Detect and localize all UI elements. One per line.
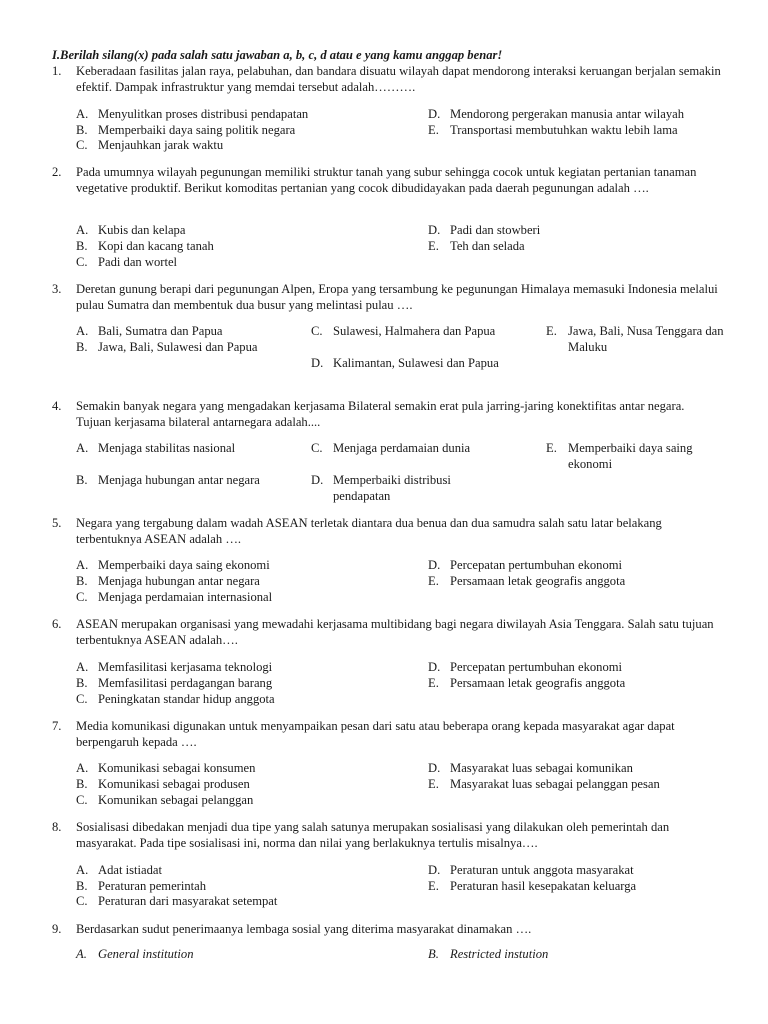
question-number: 1. xyxy=(52,64,62,78)
option-c[interactable] xyxy=(76,691,406,707)
option-text: Komunikasi sebagai konsumen xyxy=(98,761,256,775)
option-text: Memfasilitasi kerjasama teknologi xyxy=(98,660,273,674)
option-letter: E. xyxy=(428,879,439,893)
option-letter: C. xyxy=(76,590,88,604)
question-text: Deretan gunung berapi dari pegunungan Alpen, Eropa yang tersambung ke pegunungan Himalaya memasuki Indonesia melalui pulau Sumatra dan membentuk dua busur yang melintasi pulau …. xyxy=(76,282,718,312)
question-7 xyxy=(52,718,722,750)
option-d[interactable] xyxy=(428,557,728,573)
option-a[interactable] xyxy=(76,862,406,878)
question-8 xyxy=(52,819,722,851)
option-letter: D. xyxy=(428,660,441,674)
option-text: Menjaga perdamaian internasional xyxy=(98,590,273,604)
question-text: ASEAN merupakan organisasi yang mewadahi kerjasama multibidang bagi negara diwilayah Asia Tenggara. Salah satu tujuan terbentuknya ASEAN adalah…. xyxy=(76,617,714,647)
question-1 xyxy=(52,63,722,95)
option-text: Komunikan sebagai pelanggan xyxy=(98,793,254,807)
option-text: Jawa, Bali, Sulawesi dan Papua xyxy=(98,340,258,354)
option-text: Memperbaiki distribusi pendapatan xyxy=(333,473,451,503)
option-e[interactable] xyxy=(428,122,728,138)
option-c[interactable] xyxy=(311,440,496,456)
option-e[interactable] xyxy=(428,573,728,589)
option-text: Menjaga perdamaian dunia xyxy=(333,441,471,455)
option-d[interactable] xyxy=(428,106,728,122)
option-e[interactable] xyxy=(428,776,728,792)
option-text: Kopi dan kacang tanah xyxy=(98,239,214,253)
option-letter: C. xyxy=(76,793,88,807)
option-c[interactable] xyxy=(311,323,511,339)
option-text: Peraturan pemerintah xyxy=(98,879,207,893)
question-number: 8. xyxy=(52,820,62,834)
option-a[interactable] xyxy=(76,440,261,456)
option-letter: D. xyxy=(428,761,441,775)
option-c[interactable] xyxy=(76,792,406,808)
option-text: Masyarakat luas sebagai komunikan xyxy=(450,761,633,775)
option-text: Menjauhkan jarak waktu xyxy=(98,138,224,152)
option-letter: A. xyxy=(76,660,89,674)
option-c[interactable] xyxy=(76,254,406,270)
option-b[interactable] xyxy=(76,675,406,691)
question-6 xyxy=(52,616,722,648)
option-d[interactable] xyxy=(428,760,728,776)
option-letter: D. xyxy=(428,223,441,237)
option-a[interactable] xyxy=(76,760,406,776)
question-text: Keberadaan fasilitas jalan raya, pelabuhan, dan bandara disuatu wilayah dapat mendorong interaksi keruangan berjalan semakin efektif. Dampak infrastruktur yang memdai tersebut adalah………. xyxy=(76,64,721,94)
option-letter: A. xyxy=(76,324,89,338)
option-letter: B. xyxy=(76,777,88,791)
option-text: Transportasi membutuhkan waktu lebih lama xyxy=(450,123,678,137)
option-text: Padi dan stowberi xyxy=(450,223,541,237)
question-number: 9. xyxy=(52,922,62,936)
option-d[interactable] xyxy=(428,659,728,675)
question-number: 3. xyxy=(52,282,62,296)
option-text: Percepatan pertumbuhan ekonomi xyxy=(450,558,623,572)
option-text: Mendorong pergerakan manusia antar wilayah xyxy=(450,107,685,121)
option-letter: D. xyxy=(428,107,441,121)
option-letter: E. xyxy=(428,574,439,588)
question-text: Berdasarkan sudut penerimaanya lembaga sosial yang diterima masyarakat dinamakan …. xyxy=(76,922,532,936)
question-3 xyxy=(52,281,722,313)
option-text: Bali, Sumatra dan Papua xyxy=(98,324,223,338)
option-text: Kalimantan, Sulawesi dan Papua xyxy=(333,356,499,370)
option-c[interactable] xyxy=(76,893,406,909)
option-a[interactable] xyxy=(76,106,406,122)
option-text: Teh dan selada xyxy=(450,239,525,253)
option-a[interactable] xyxy=(76,659,406,675)
option-d[interactable] xyxy=(428,222,728,238)
option-letter: E. xyxy=(428,676,439,690)
option-letter: A. xyxy=(76,441,89,455)
option-letter: C. xyxy=(76,692,88,706)
option-b[interactable] xyxy=(76,776,406,792)
option-e[interactable] xyxy=(428,238,728,254)
option-letter: A. xyxy=(76,558,89,572)
option-b[interactable] xyxy=(76,472,261,488)
option-e[interactable] xyxy=(428,878,728,894)
option-letter: E. xyxy=(546,441,557,455)
option-letter: C. xyxy=(311,324,323,338)
option-text: Peraturan hasil kesepakatan keluarga xyxy=(450,879,637,893)
option-e[interactable] xyxy=(546,440,731,472)
option-text: Memperbaiki daya saing ekonomi xyxy=(568,441,693,471)
option-a[interactable] xyxy=(76,222,406,238)
option-text: Memperbaiki daya saing ekonomi xyxy=(98,558,270,572)
option-text: Persamaan letak geografis anggota xyxy=(450,574,626,588)
option-letter: A. xyxy=(76,947,87,961)
option-b[interactable] xyxy=(76,339,276,355)
option-a[interactable] xyxy=(76,946,406,962)
option-letter: B. xyxy=(76,574,88,588)
option-text: Percepatan pertumbuhan ekonomi xyxy=(450,660,623,674)
option-letter: D. xyxy=(311,473,324,487)
option-text: Masyarakat luas sebagai pelanggan pesan xyxy=(450,777,660,791)
option-letter: C. xyxy=(76,138,88,152)
question-number: 6. xyxy=(52,617,62,631)
option-letter: C. xyxy=(76,255,88,269)
option-text: Kubis dan kelapa xyxy=(98,223,186,237)
option-letter: E. xyxy=(428,777,439,791)
option-text: Menyulitkan proses distribusi pendapatan xyxy=(98,107,309,121)
question-text: Negara yang tergabung dalam wadah ASEAN terletak diantara dua benua dan dua samudra salah satu latar belakang terbentuknya ASEAN adalah …. xyxy=(76,516,662,546)
option-b[interactable] xyxy=(76,878,406,894)
option-e[interactable] xyxy=(546,323,731,355)
option-letter: A. xyxy=(76,223,89,237)
option-letter: B. xyxy=(76,676,88,690)
option-a[interactable] xyxy=(76,323,276,339)
option-text: Menjaga hubungan antar negara xyxy=(98,473,260,487)
question-number: 4. xyxy=(52,399,62,413)
question-text: Sosialisasi dibedakan menjadi dua tipe yang salah satunya merupakan sosialisasi yang dilakukan oleh pemerintah dan masyarakat. Pada tipe sosialisasi ini, norma dan nilai yang berlakuknya tertulis misalnya…. xyxy=(76,820,670,850)
option-letter: D. xyxy=(428,863,441,877)
option-d[interactable] xyxy=(428,862,728,878)
option-e[interactable] xyxy=(428,675,728,691)
option-letter: E. xyxy=(546,324,557,338)
option-text: Jawa, Bali, Nusa Tenggara dan Maluku xyxy=(568,324,724,354)
option-letter: E. xyxy=(428,123,439,137)
question-5 xyxy=(52,515,722,547)
question-4 xyxy=(52,398,722,430)
option-letter: A. xyxy=(76,761,89,775)
option-letter: B. xyxy=(76,340,88,354)
option-text: Adat istiadat xyxy=(98,863,163,877)
question-number: 2. xyxy=(52,165,62,179)
option-b[interactable] xyxy=(428,946,728,962)
option-d[interactable] xyxy=(311,472,496,504)
option-letter: B. xyxy=(76,879,88,893)
option-text: Peningkatan standar hidup anggota xyxy=(98,692,275,706)
option-text: Sulawesi, Halmahera dan Papua xyxy=(333,324,496,338)
option-letter: B. xyxy=(76,473,88,487)
question-2 xyxy=(52,164,722,196)
question-number: 7. xyxy=(52,719,62,733)
option-text: Padi dan wortel xyxy=(98,255,178,269)
option-letter: C. xyxy=(311,441,323,455)
option-letter: B. xyxy=(428,947,439,961)
option-text: Memperbaiki daya saing politik negara xyxy=(98,123,296,137)
option-b[interactable] xyxy=(76,238,406,254)
question-text: Semakin banyak negara yang mengadakan kerjasama Bilateral semakin erat pula jarring-jaring konektifitas antar negara. Tujuan kerjasama bilateral antarnegara adalah.... xyxy=(76,399,685,429)
option-letter: C. xyxy=(76,894,88,908)
option-a[interactable] xyxy=(76,557,406,573)
option-text: Persamaan letak geografis anggota xyxy=(450,676,626,690)
option-letter: D. xyxy=(428,558,441,572)
option-letter: B. xyxy=(76,239,88,253)
option-letter: E. xyxy=(428,239,439,253)
question-text: Media komunikasi digunakan untuk menyampaikan pesan dari satu atau beberapa orang kepada masyarakat agar dapat berpengaruh kepada …. xyxy=(76,719,675,749)
instruction-heading: I.Berilah silang(x) pada salah satu jawaban a, b, c, d atau e yang kamu anggap benar! xyxy=(52,48,503,62)
option-letter: D. xyxy=(311,356,324,370)
question-9 xyxy=(52,921,722,937)
option-d[interactable] xyxy=(311,355,511,371)
option-c[interactable] xyxy=(76,589,406,605)
option-text: Menjaga stabilitas nasional xyxy=(98,441,236,455)
question-text: Pada umumnya wilayah pegunungan memiliki struktur tanah yang subur sehingga cocok untuk kegiatan pertanian tanaman vegetative produktif. Berikut komoditas pertanian yang cocok dibudidayakan pada daerah pegunungan adalah …. xyxy=(76,165,697,195)
option-text: Peraturan untuk anggota masyarakat xyxy=(450,863,634,877)
question-number: 5. xyxy=(52,516,62,530)
option-b[interactable] xyxy=(76,573,406,589)
option-letter: B. xyxy=(76,123,88,137)
option-text: General institution xyxy=(98,947,194,961)
option-text: Restricted instution xyxy=(450,947,549,961)
option-letter: A. xyxy=(76,863,89,877)
option-text: Memfasilitasi perdagangan barang xyxy=(98,676,273,690)
option-b[interactable] xyxy=(76,122,406,138)
option-letter: A. xyxy=(76,107,89,121)
option-c[interactable] xyxy=(76,137,406,153)
option-text: Peraturan dari masyarakat setempat xyxy=(98,894,278,908)
option-text: Menjaga hubungan antar negara xyxy=(98,574,260,588)
option-text: Komunikasi sebagai produsen xyxy=(98,777,250,791)
